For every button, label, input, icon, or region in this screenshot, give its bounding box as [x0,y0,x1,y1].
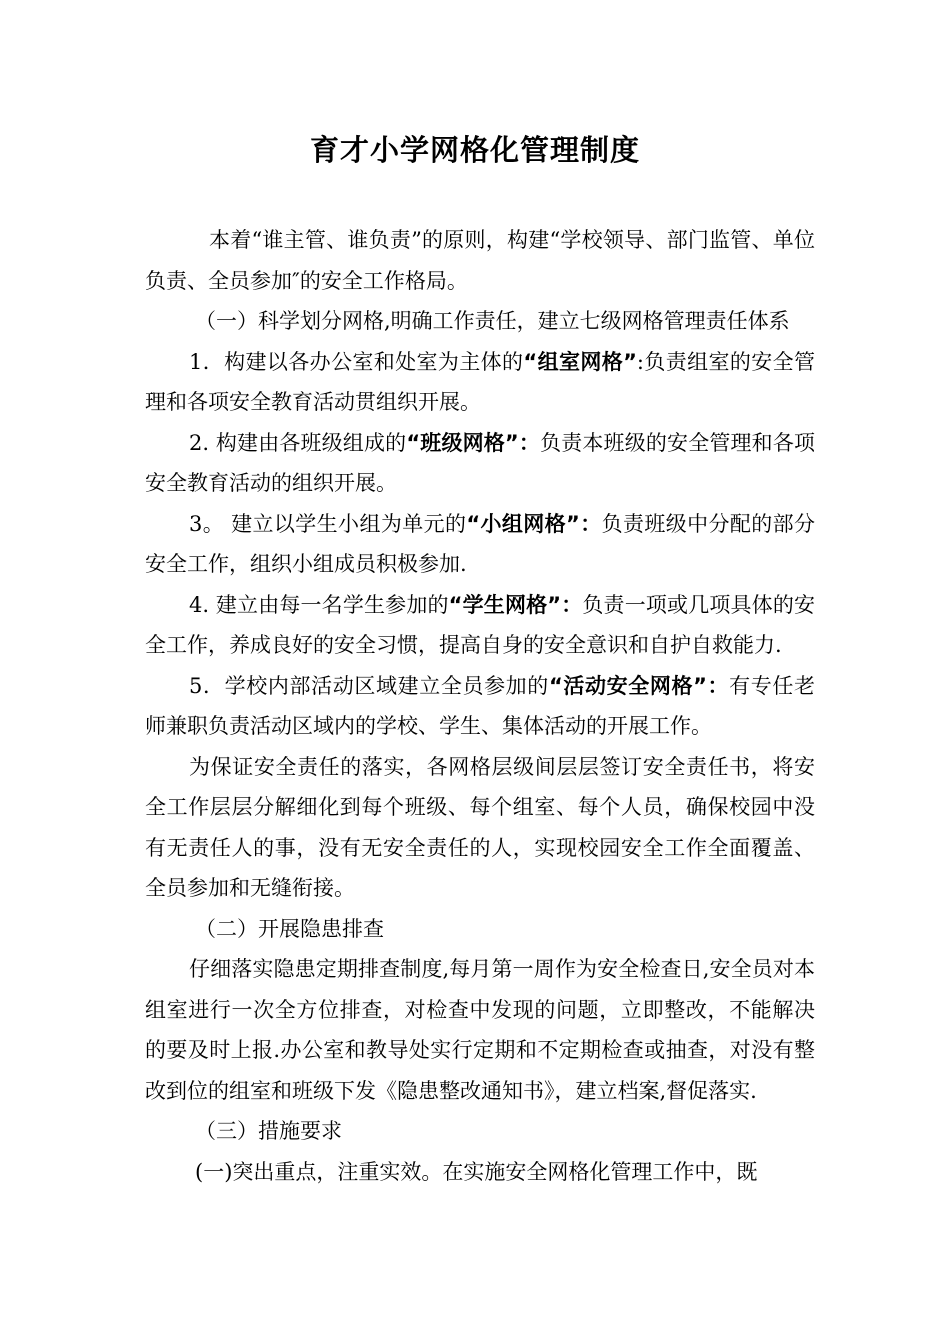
grid-term: “学生网格”： [448,592,583,617]
list-item: 2. 构建由各班级组成的“班级网格”：负责本班级的安全管理和各项安全教育活动的组织开展。 [145,430,815,495]
list-item: 1．构建以各办公室和处室为主体的“组室网格”:负责组室的安全管理和各项安全教育活动贯组织开展。 [145,349,815,414]
section-heading-1: （一）科学划分网格,明确工作责任，建立七级网格管理责任体系 [195,309,790,333]
grid-term: “小组网格”： [466,511,602,536]
list-item: 5．学校内部活动区域建立全员参加的“活动安全网格”：有专任老师兼职负责活动区域内的学校、学生、集体活动的开展工作。 [145,673,816,738]
grid-term: “活动安全网格”： [548,673,730,698]
document-title: 育才小学网格化管理制度 [309,133,640,167]
grid-term: “组室网格” [523,349,637,374]
intro-paragraph: 本着“谁主管、谁负责”的原则，构建“学校领导、部门监管、单位负责、全员参加″的安全工作格局。 [145,228,815,293]
list-item: 4. 建立由每一名学生参加的“学生网格”：负责一项或几项具体的安全工作，养成良好的安全习惯，提高自身的安全意识和自护自救能力. [145,592,816,657]
check-paragraph: 仔细落实隐患定期排查制度,每月第一周作为安全检查日,安全员对本组室进行一次全方位排查，对检查中发现的问题，立即整改，不能解决的要及时上报.办公室和教导处实行定期和不定期检查或抽查，对没有整改到位的组室和班级下发《隐患整改通知书》，建立档案,督促落实. [145,957,815,1103]
measure-paragraph: (一)突出重点，注重实效。在实施安全网格化管理工作中，既 [195,1159,758,1184]
list-item: 3。 建立以学生小组为单元的“小组网格”：负责班级中分配的部分安全工作，组织小组成员积极参加. [145,511,815,576]
guarantee-paragraph: 为保证安全责任的落实，各网格层级间层层签订安全责任书，将安全工作层层分解细化到每个班级、每个组室、每个人员，确保校园中没有无责任人的事，没有无安全责任的人，实现校园安全工作全面覆盖、全员参加和无缝衔接。 [145,754,815,900]
section-heading-2: （二）开展隐患排查 [195,916,384,941]
document-body [145,220,815,1192]
section-heading-3: （三）措施要求 [195,1119,342,1143]
grid-term: “班级网格”： [406,430,541,455]
